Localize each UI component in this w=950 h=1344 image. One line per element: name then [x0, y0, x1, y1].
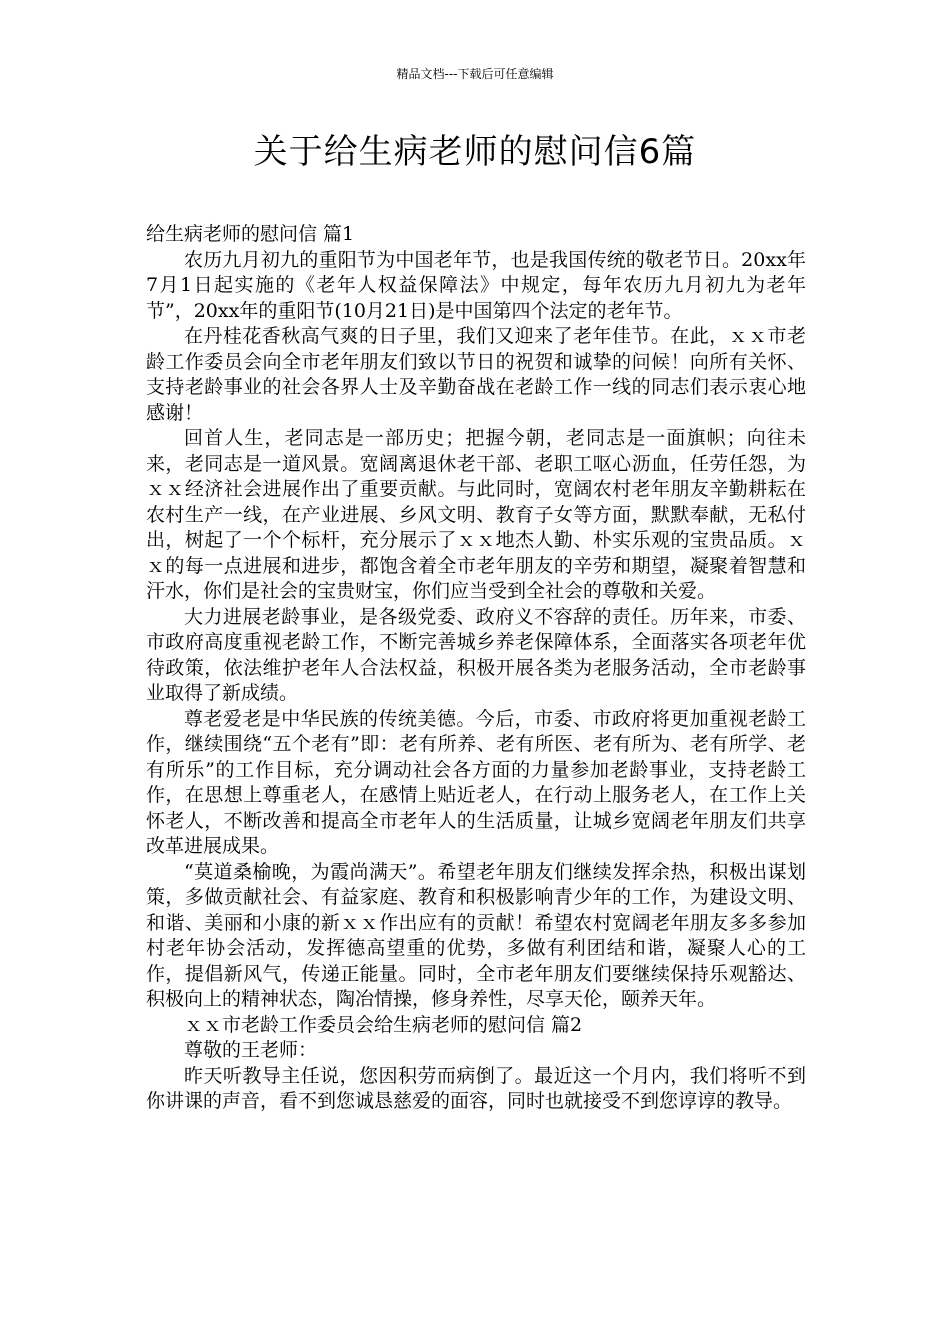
paragraph: 昨天听教导主任说，您因积劳而病倒了。最近这一个月内，我们将听不到你讲课的声音，看不到您诚恳慈爱的面容，同时也就接受不到您谆谆的教导。 — [146, 1064, 806, 1112]
header-note: 精品文档---下载后可任意编辑 — [396, 67, 554, 81]
paragraph: 尊老爱老是中华民族的传统美德。今后，市委、市政府将更加重视老龄工作，继续围绕“五个老有”即：老有所养、老有所医、老有所为、老有所学、老有所乐”的工作目标，充分调动社会各方面的力量参加老龄事业，支持老龄工作，在思想上尊重老人，在感情上贴近老人，在行动上服务老人，在工作上关怀老人，不断改善和提高全市老年人的生活质量，让城乡宽阔老年朋友们共享改革进展成果。 — [146, 707, 806, 857]
paragraph: 大力进展老龄事业，是各级党委、政府义不容辞的责任。历年来，市委、市政府高度重视老龄工作，不断完善城乡养老保障体系，全面落实各项老年优待政策，依法维护老年人合法权益，积极开展各类为老服务活动，全市老龄事业取得了新成绩。 — [146, 605, 806, 704]
paragraph: “莫道桑榆晚，为霞尚满天”。希望老年朋友们继续发挥余热，积极出谋划策，多做贡献社会、有益家庭、教育和积极影响青少年的工作，为建设文明、和谐、美丽和小康的新ｘｘ作出应有的贡献！希望农村宽阔老年朋友多多参加村老年协会活动，发挥德高望重的优势，多做有利团结和谐，凝聚人心的工作，提倡新风气，传递正能量。同时，全市老年朋友们要继续保持乐观豁达、积极向上的精神状态，陶冶情操，修身养性，尽享天伦，颐养天年。 — [146, 860, 806, 1010]
page-title: 关于给生病老师的慰问信6篇 — [253, 132, 697, 172]
salutation: 尊敬的王老师： — [184, 1039, 318, 1061]
paragraph: 在丹桂花香秋高气爽的日子里，我们又迎来了老年佳节。在此，ｘｘ市老龄工作委员会向全市老年朋友们致以节日的祝贺和诚挚的问候！向所有关怀、支持老龄事业的社会各界人士及辛勤奋战在老龄工作一线的同志们表示衷心地感谢！ — [146, 325, 806, 424]
signoff-line: ｘｘ市老龄工作委员会给生病老师的慰问信 篇2 — [184, 1013, 583, 1036]
paragraph: 农历九月初九的重阳节为中国老年节，也是我国传统的敬老节日。20xx年7月1日起实施的《老年人权益保障法》中规定，每年农历九月初九为老年节”，20xx年的重阳节(10月21日)是中国第四个法定的老年节。 — [146, 248, 806, 322]
paragraph: 回首人生，老同志是一部历史；把握今朝，老同志是一面旗帜；向往未来，老同志是一道风景。宽阔离退休老干部、老职工呕心沥血，任劳任怨，为ｘｘ经济社会进展作出了重要贡献。与此同时，宽阔农村老年朋友辛勤耕耘在农村生产一线，在产业进展、乡风文明、教育子女等方面，默默奉献，无私付出，树起了一个个标杆，充分展示了ｘｘ地杰人勤、朴实乐观的宝贵品质。ｘｘ的每一点进展和进步，都饱含着全市老年朋友的辛劳和期望，凝聚着智慧和汗水，你们是社会的宝贵财宝，你们应当受到全社会的尊敬和关爱。 — [146, 427, 806, 602]
document-body — [146, 222, 806, 1115]
section-heading: 给生病老师的慰问信 篇1 — [146, 223, 355, 245]
